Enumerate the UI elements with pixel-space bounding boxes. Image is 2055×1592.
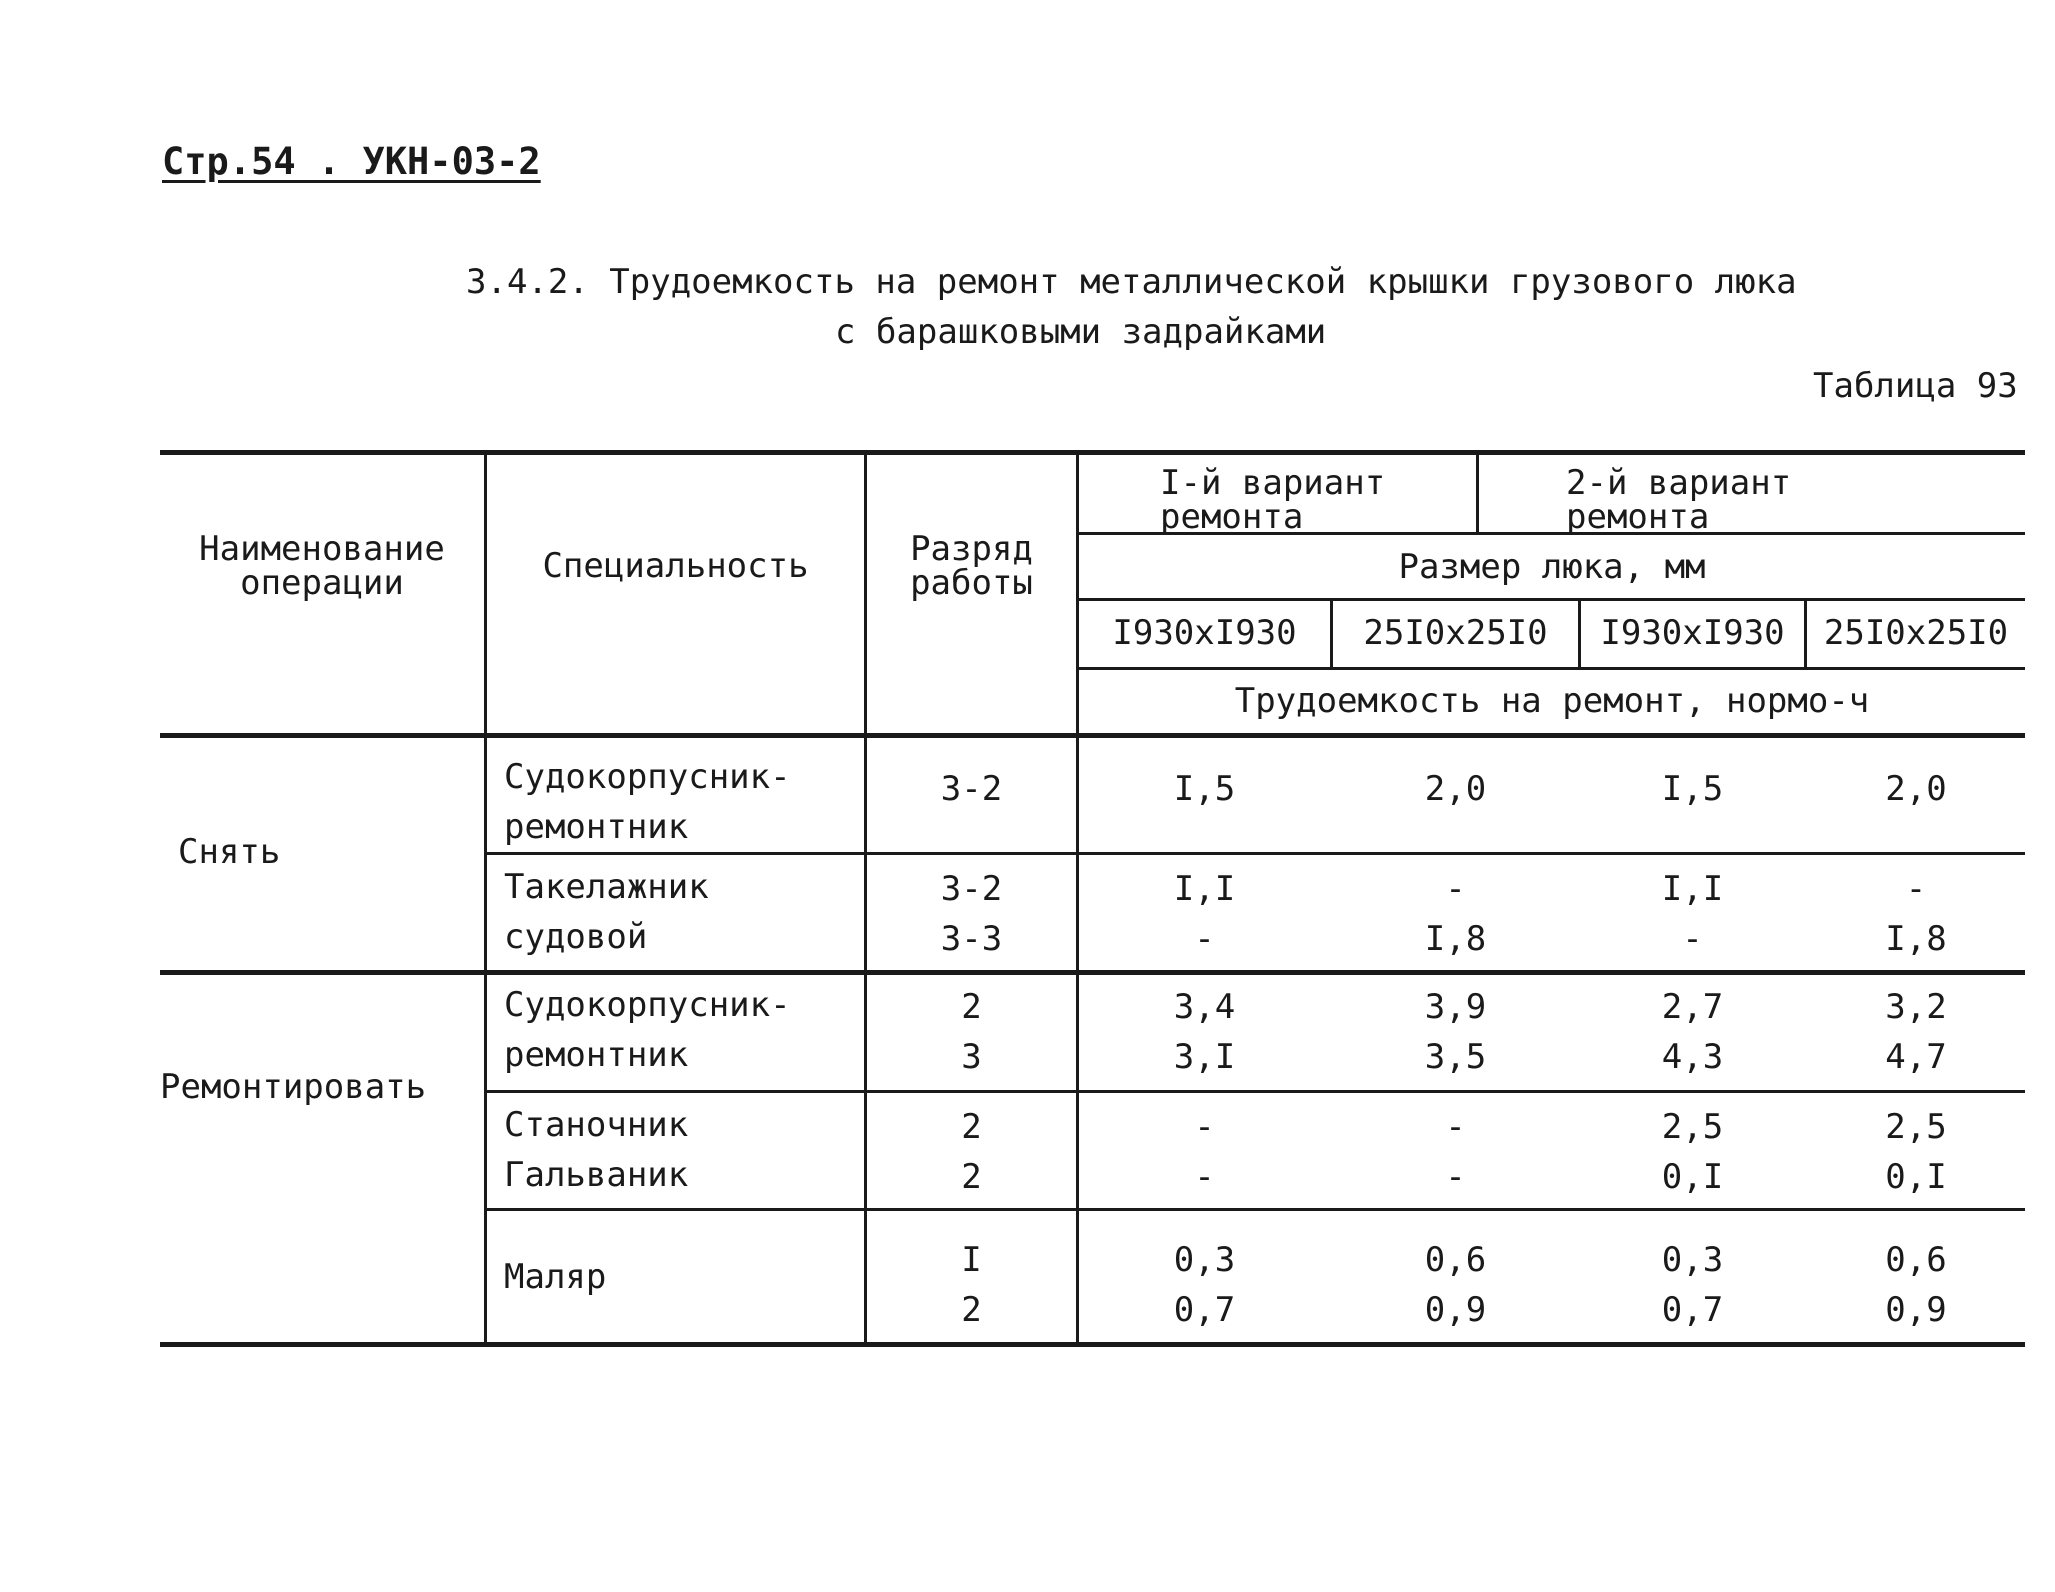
header-hatch-size: Размер люка, мм — [1398, 547, 1706, 587]
specialty-line: Судокорпусник- — [504, 985, 791, 1025]
value-cell: 0,I — [1661, 1157, 1724, 1197]
value-cell: 0,7 — [1173, 1290, 1236, 1330]
value-cell: 3,4 — [1173, 987, 1236, 1027]
header-specialty: Специальность — [542, 546, 809, 586]
value-cell: 3,9 — [1424, 987, 1487, 1027]
header-size-4: 25I0x25I0 — [1823, 613, 2009, 653]
value-cell: 0,3 — [1661, 1240, 1724, 1280]
specialty-line: Станочник — [504, 1105, 689, 1145]
grade-cell: 3-2 — [940, 869, 1003, 909]
value-cell: 2,0 — [1424, 769, 1487, 809]
grade-cell: 3 — [961, 1037, 982, 1077]
value-cell: - — [1682, 919, 1703, 959]
value-cell: 2,0 — [1885, 769, 1947, 809]
grade-cell: 2 — [961, 1107, 982, 1147]
value-cell: I,5 — [1661, 769, 1724, 809]
grade-cell: 2 — [961, 1290, 982, 1330]
value-cell: 3,5 — [1424, 1037, 1487, 1077]
value-cell: 0,9 — [1424, 1290, 1487, 1330]
specialty-line: Судокорпусник- — [504, 757, 791, 797]
header-variant-1: I-й вариант ремонта — [1160, 463, 1386, 537]
value-cell: 3,I — [1173, 1037, 1236, 1077]
operation-repair: Ремонтировать — [160, 1067, 427, 1107]
value-cell: - — [1194, 1107, 1215, 1147]
value-cell: 0,3 — [1173, 1240, 1236, 1280]
header-labor-unit: Трудоемкость на ремонт, нормо-ч — [1234, 681, 1870, 721]
grade-cell: 2 — [961, 1157, 982, 1197]
grade-cell: 3-3 — [940, 919, 1003, 959]
specialty-line: судовой — [504, 917, 648, 957]
value-cell: 4,7 — [1885, 1037, 1947, 1077]
grade-cell: 3-2 — [940, 769, 1003, 809]
specialty-line: Маляр — [504, 1257, 607, 1297]
value-cell: 3,2 — [1885, 987, 1947, 1027]
value-cell: 2,7 — [1661, 987, 1724, 1027]
value-cell: I,5 — [1173, 769, 1236, 809]
value-cell: I,I — [1661, 869, 1724, 909]
title-line-2: с барашковыми задрайками — [835, 312, 1327, 352]
operation-remove: Снять — [178, 832, 281, 872]
specialty-line: ремонтник — [504, 807, 689, 847]
value-cell: 0,6 — [1424, 1240, 1487, 1280]
value-cell: I,8 — [1424, 919, 1487, 959]
specialty-line: ремонтник — [504, 1035, 689, 1075]
value-cell: - — [1445, 1107, 1466, 1147]
value-cell: 0,9 — [1885, 1290, 1947, 1330]
header-grade: Разряд работы — [910, 529, 1033, 603]
value-cell: 2,5 — [1661, 1107, 1724, 1147]
value-cell: - — [1905, 869, 1927, 909]
value-cell: 0,6 — [1885, 1240, 1947, 1280]
value-cell: 0,I — [1885, 1157, 1947, 1197]
value-cell: - — [1194, 919, 1215, 959]
value-cell: - — [1445, 1157, 1466, 1197]
value-cell: 4,3 — [1661, 1037, 1724, 1077]
header-size-3: I930xI930 — [1600, 613, 1785, 653]
value-cell: 2,5 — [1885, 1107, 1947, 1147]
header-operation: Наименование операции — [199, 529, 445, 603]
grade-cell: 2 — [961, 987, 982, 1027]
title-line-1: 3.4.2. Трудоемкость на ремонт металлической крышки грузового люка — [466, 262, 1797, 302]
value-cell: 0,7 — [1661, 1290, 1724, 1330]
header-size-2: 25I0x25I0 — [1363, 613, 1548, 653]
table-number-label: Таблица 93 — [1813, 366, 2018, 406]
header-size-1: I930xI930 — [1112, 613, 1297, 653]
value-cell: I,8 — [1885, 919, 1947, 959]
page-header: Стр.54 . УКН-03-2 — [162, 140, 541, 183]
value-cell: - — [1194, 1157, 1215, 1197]
value-cell: I,I — [1173, 869, 1236, 909]
header-variant-2: 2-й вариант ремонта — [1566, 463, 1792, 537]
value-cell: - — [1445, 869, 1466, 909]
grade-cell: I — [961, 1240, 982, 1280]
specialty-line: Гальваник — [504, 1155, 689, 1195]
specialty-line: Такелажник — [504, 867, 709, 907]
